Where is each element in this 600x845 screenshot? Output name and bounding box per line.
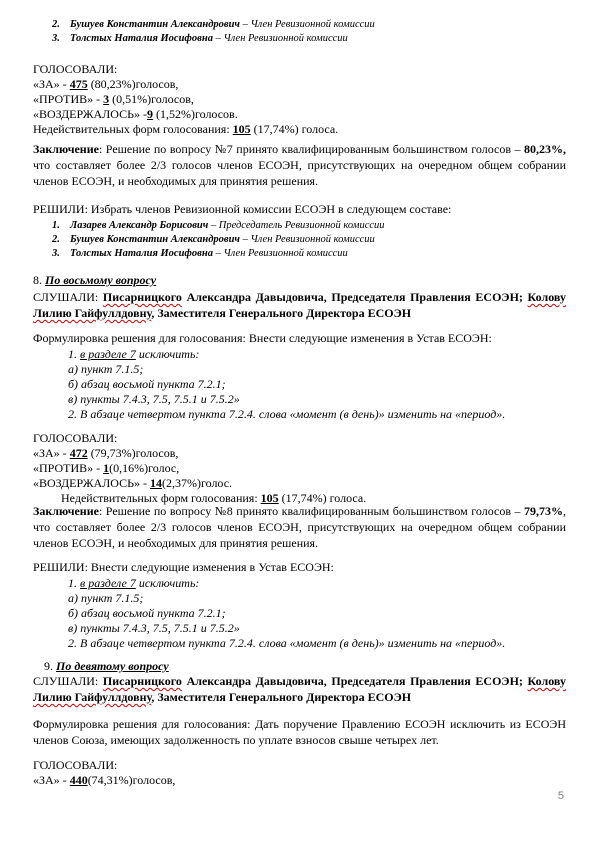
voted-heading: ГОЛОСОВАЛИ: (33, 62, 118, 76)
list-item: а) пункт 7.1.5; (68, 591, 144, 605)
q8-listened: СЛУШАЛИ: Писарницкого Александра Давыдовича, Председателя Правления ЕСОЭН; Колову Лилию Гайфуллдовну, Заместителя Генерального Директора ЕСОЭН (33, 290, 566, 320)
vote-for: «ЗА» - 475 (80,23%)голосов, (33, 77, 179, 91)
q7-conclusion: Заключение: Решение по вопросу №7 принято квалифицированным большинством голосов – 80,23%, что составляет более 2/3 голосов членов ЕСОЭН, присутствующих на очередном общем собрании членов ЕСОЭН, и необходимых для принятия решения. (33, 142, 566, 188)
list-item: а) пункт 7.1.5; (68, 362, 144, 376)
vote-against: «ПРОТИВ» - 1(0,16%)голос, (33, 461, 180, 475)
voted-heading: ГОЛОСОВАЛИ: (33, 758, 118, 772)
list-item: 2. Бушуев Константин Александрович – Член Ревизионной комиссии (52, 234, 375, 245)
q7-voting-block (33, 62, 566, 137)
q9-wording: Формулировка решения для голосования: Дать поручение Правлению ЕСОЭН исключить из ЕСОЭН членов Союза, имеющих задолженность по уплате взносов свыше четырех лет. (33, 717, 566, 747)
list-item: 1. в разделе 7 исключить: (68, 347, 200, 361)
vote-for: «ЗА» - 440(74,31%)голосов, (33, 773, 176, 787)
voted-heading: ГОЛОСОВАЛИ: (33, 431, 118, 445)
q7-member-list (52, 219, 585, 261)
vote-for: «ЗА» - 472 (79,73%)голосов, (33, 446, 179, 460)
list-item: 3. Толстых Наталия Иосифовна – Член Ревизионной комиссии (52, 248, 348, 259)
list-item: 2. В абзаце четвертом пункта 7.2.4. слова «момент (в день)» изменить на «период». (68, 636, 506, 650)
q9-voting-block (33, 758, 566, 788)
q9-heading: 9. По девятому вопросу (44, 659, 169, 673)
list-item: в) пункты 7.4.3, 7.5, 7.5.1 и 7.5.2» (68, 621, 240, 635)
vote-invalid: Недействительных форм голосования: 105 (17,74%) голоса. (61, 491, 367, 505)
q8-voting-block (33, 431, 566, 506)
q8-decided-amendment-list (68, 576, 568, 651)
q8-decided: РЕШИЛИ: Внести следующие изменения в Устав ЕСОЭН: (33, 560, 334, 574)
page-number: 5 (557, 790, 564, 802)
list-item: в) пункты 7.4.3, 7.5, 7.5.1 и 7.5.2» (68, 392, 240, 406)
q9-listened: СЛУШАЛИ: Писарницкого Александра Давыдовича, Председателя Правления ЕСОЭН; Колову Лилию Гайфуллдовну, Заместителя Генерального Директора ЕСОЭН (33, 674, 566, 704)
list-item: 1. Лазарев Александр Борисович – Председатель Ревизионной комиссии (52, 220, 385, 231)
vote-abstain: «ВОЗДЕРЖАЛОСЬ» - 14(2,37%)голос. (33, 476, 233, 490)
top-member-list (52, 18, 585, 46)
list-item: б) абзац восьмой пункта 7.2.1; (68, 606, 226, 620)
q8-heading: 8. По восьмому вопросу (33, 273, 157, 287)
q7-decided: РЕШИЛИ: Избрать членов Ревизионной комиссии ЕСОЭН в следующем составе: (33, 202, 452, 216)
list-item: 3. Толстых Наталия Иосифовна – Член Ревизионной комиссии (52, 33, 348, 44)
list-item: 2. В абзаце четвертом пункта 7.2.4. слова «момент (в день)» изменить на «период». (68, 407, 506, 421)
q8-conclusion: Заключение: Решение по вопросу №8 принято квалифицированным большинством голосов – 79,73%, что составляет более 2/3 голосов членов ЕСОЭН, присутствующих на очередном общем собрании членов ЕСОЭН, и необходимых для принятия решения. (33, 504, 566, 550)
vote-abstain: «ВОЗДЕРЖАЛОСЬ» -9 (1,52%)голосов. (33, 107, 238, 121)
list-item: 1. в разделе 7 исключить: (68, 576, 200, 590)
vote-invalid: Недействительных форм голосования: 105 (17,74%) голоса. (33, 122, 339, 136)
list-item: б) абзац восьмой пункта 7.2.1; (68, 377, 226, 391)
q8-amendment-list (68, 347, 568, 422)
list-item: 2. Бушуев Константин Александрович – Член Ревизионной комиссии (52, 19, 375, 30)
vote-against: «ПРОТИВ» - 3 (0,51%)голосов, (33, 92, 194, 106)
q8-wording: Формулировка решения для голосования: Внести следующие изменения в Устав ЕСОЭН: (33, 331, 492, 345)
